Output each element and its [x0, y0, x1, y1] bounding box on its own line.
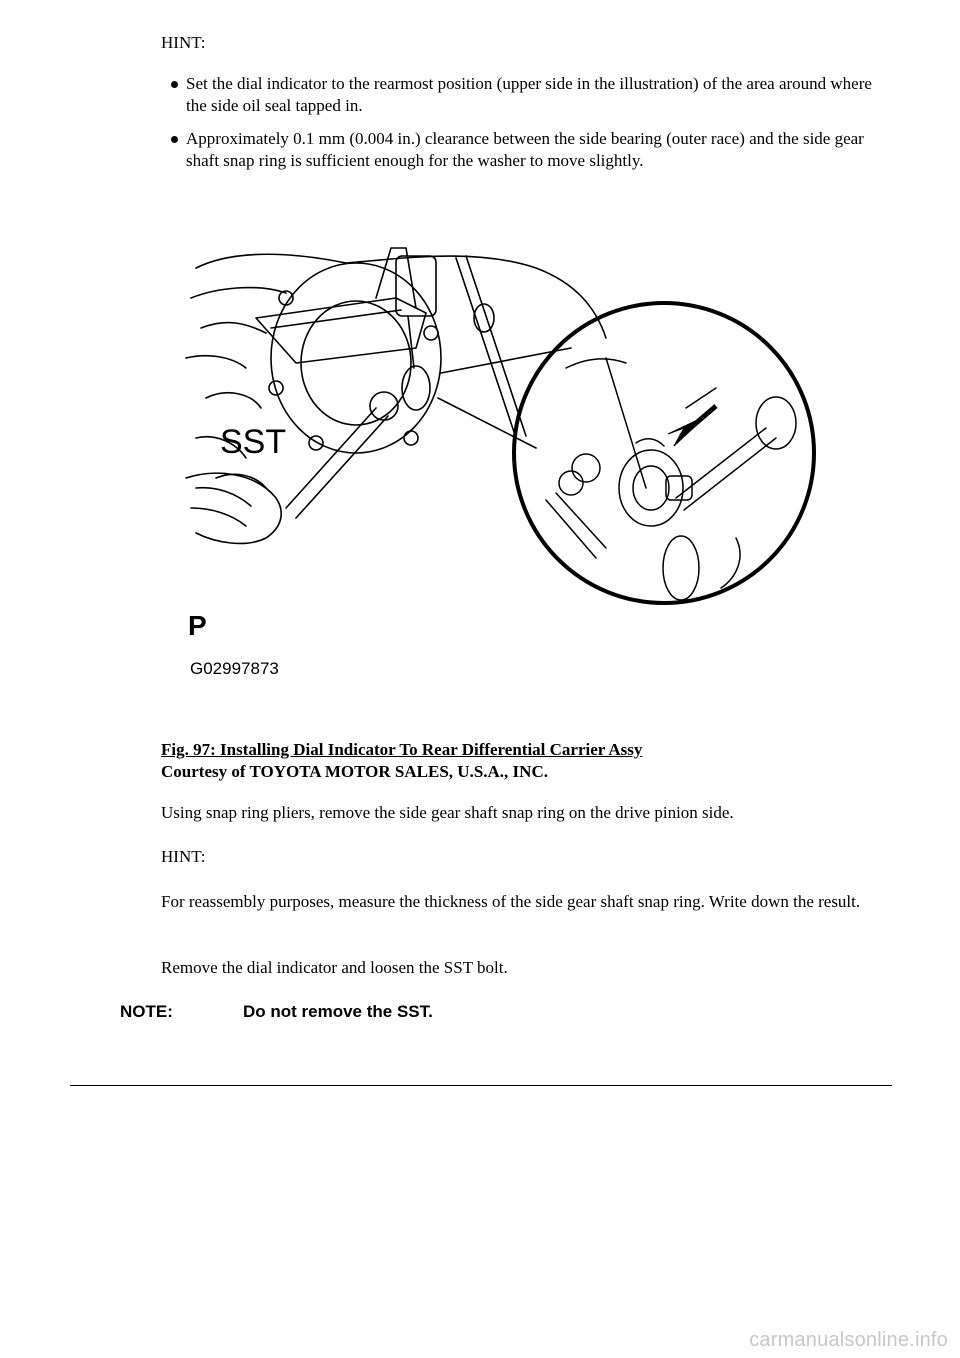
bullet-text: Approximately 0.1 mm (0.004 in.) clearance between the side bearing (outer race) and the side gear shaft snap ring is sufficient enough for the washer to move slightly. — [186, 129, 864, 170]
hint-heading-top: HINT: — [161, 33, 206, 52]
figure-label-sst: SST — [220, 423, 287, 461]
figure-courtesy: Courtesy of TOYOTA MOTOR SALES, U.S.A., INC. — [161, 762, 548, 781]
hint-paragraph: For reassembly purposes, measure the thickness of the side gear shaft snap ring. Write down the result. — [161, 892, 861, 911]
note-label: NOTE: — [120, 1002, 173, 1021]
hint-heading-mid: HINT: — [161, 847, 206, 866]
horizontal-divider — [70, 1085, 892, 1086]
watermark: carmanualsonline.info — [749, 1329, 948, 1351]
bullet-icon — [171, 81, 178, 88]
figure-code: G02997873 — [190, 659, 279, 678]
figure-illustration — [176, 238, 816, 684]
instruction-paragraph-2: Remove the dial indicator and loosen the SST bolt. — [161, 958, 508, 977]
list-item — [186, 73, 886, 117]
note-text: Do not remove the SST. — [243, 1002, 433, 1021]
instruction-paragraph: Using snap ring pliers, remove the side gear shaft snap ring on the drive pinion side. — [161, 803, 734, 822]
bullet-icon — [171, 136, 178, 143]
figure-caption: Fig. 97: Installing Dial Indicator To Rear Differential Carrier Assy — [161, 740, 643, 759]
bullet-text: Set the dial indicator to the rearmost position (upper side in the illustration) of the area around where the side oil seal tapped in. — [186, 74, 872, 115]
list-item — [186, 128, 886, 172]
figure-label-p: P — [188, 610, 207, 641]
hint-bullet-list — [186, 73, 886, 183]
